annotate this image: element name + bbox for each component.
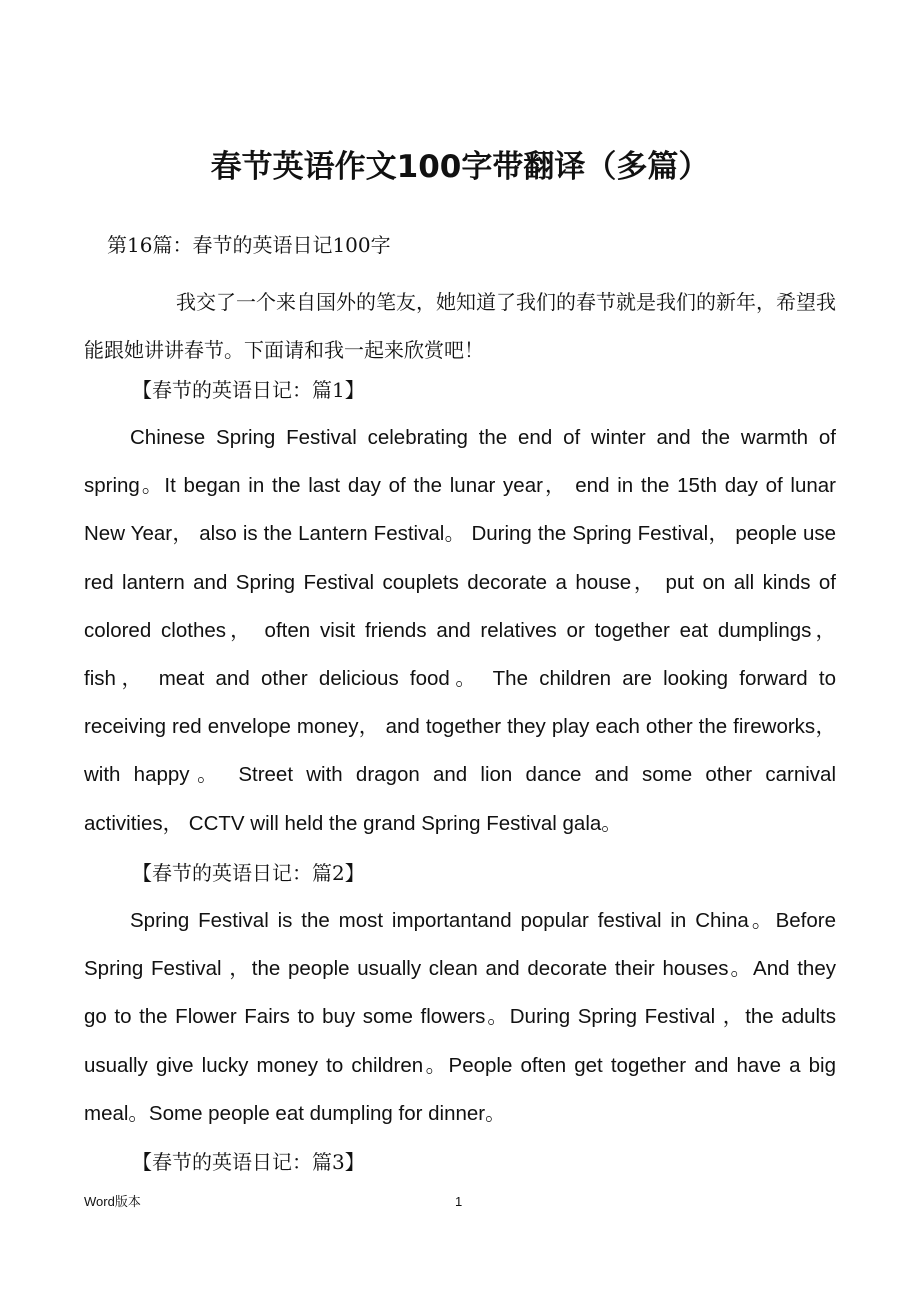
intro-paragraph: 我交了一个来自国外的笔友，她知道了我们的春节就是我们的新年，希望我能跟她讲讲春节。下面请和我一起来欣赏吧！ — [84, 290, 836, 362]
section-heading-1: 【春节的英语日记：篇1】 — [132, 378, 365, 402]
section-body-2: Spring Festival is the most importantand popular festival in China。Before Spring Festival ，the people usually clean and decorate their houses。And they go to the Flower Fairs to buy some flowers。During Spring Festival ，the adults usually give lucky money to children。People often get together and have a big meal。Some people eat dumpling for dinner。 — [84, 909, 836, 1125]
chapter-heading: 第16篇：春节的英语日记100字 — [107, 233, 391, 257]
section-heading-3: 【春节的英语日记：篇3】 — [132, 1150, 365, 1174]
document-title: 春节英语作文100字带翻译（多篇） — [210, 149, 710, 185]
section-heading-2: 【春节的英语日记：篇2】 — [132, 861, 365, 885]
footer-label: Word版本 — [84, 1194, 141, 1209]
page-number: 1 — [455, 1194, 463, 1209]
section-body-1: Chinese Spring Festival celebrating the end of winter and the warmth of spring。It began in the last day of the lunar year， end in the 15th day of lunar New Year， also is the Lantern Festival。 During the Spring Festival， people use red lantern and Spring Festival couplets decorate a house， put on all kinds of colored clothes， often visit friends and relatives or together eat dumplings， fish， meat and other delicious food。 The children are looking forward to receiving red envelope money， and together they play each other the fireworks， with happy。 Street with dragon and lion dance and some other carnival activities， CCTV will held the grand Spring Festival gala。 — [84, 426, 836, 835]
